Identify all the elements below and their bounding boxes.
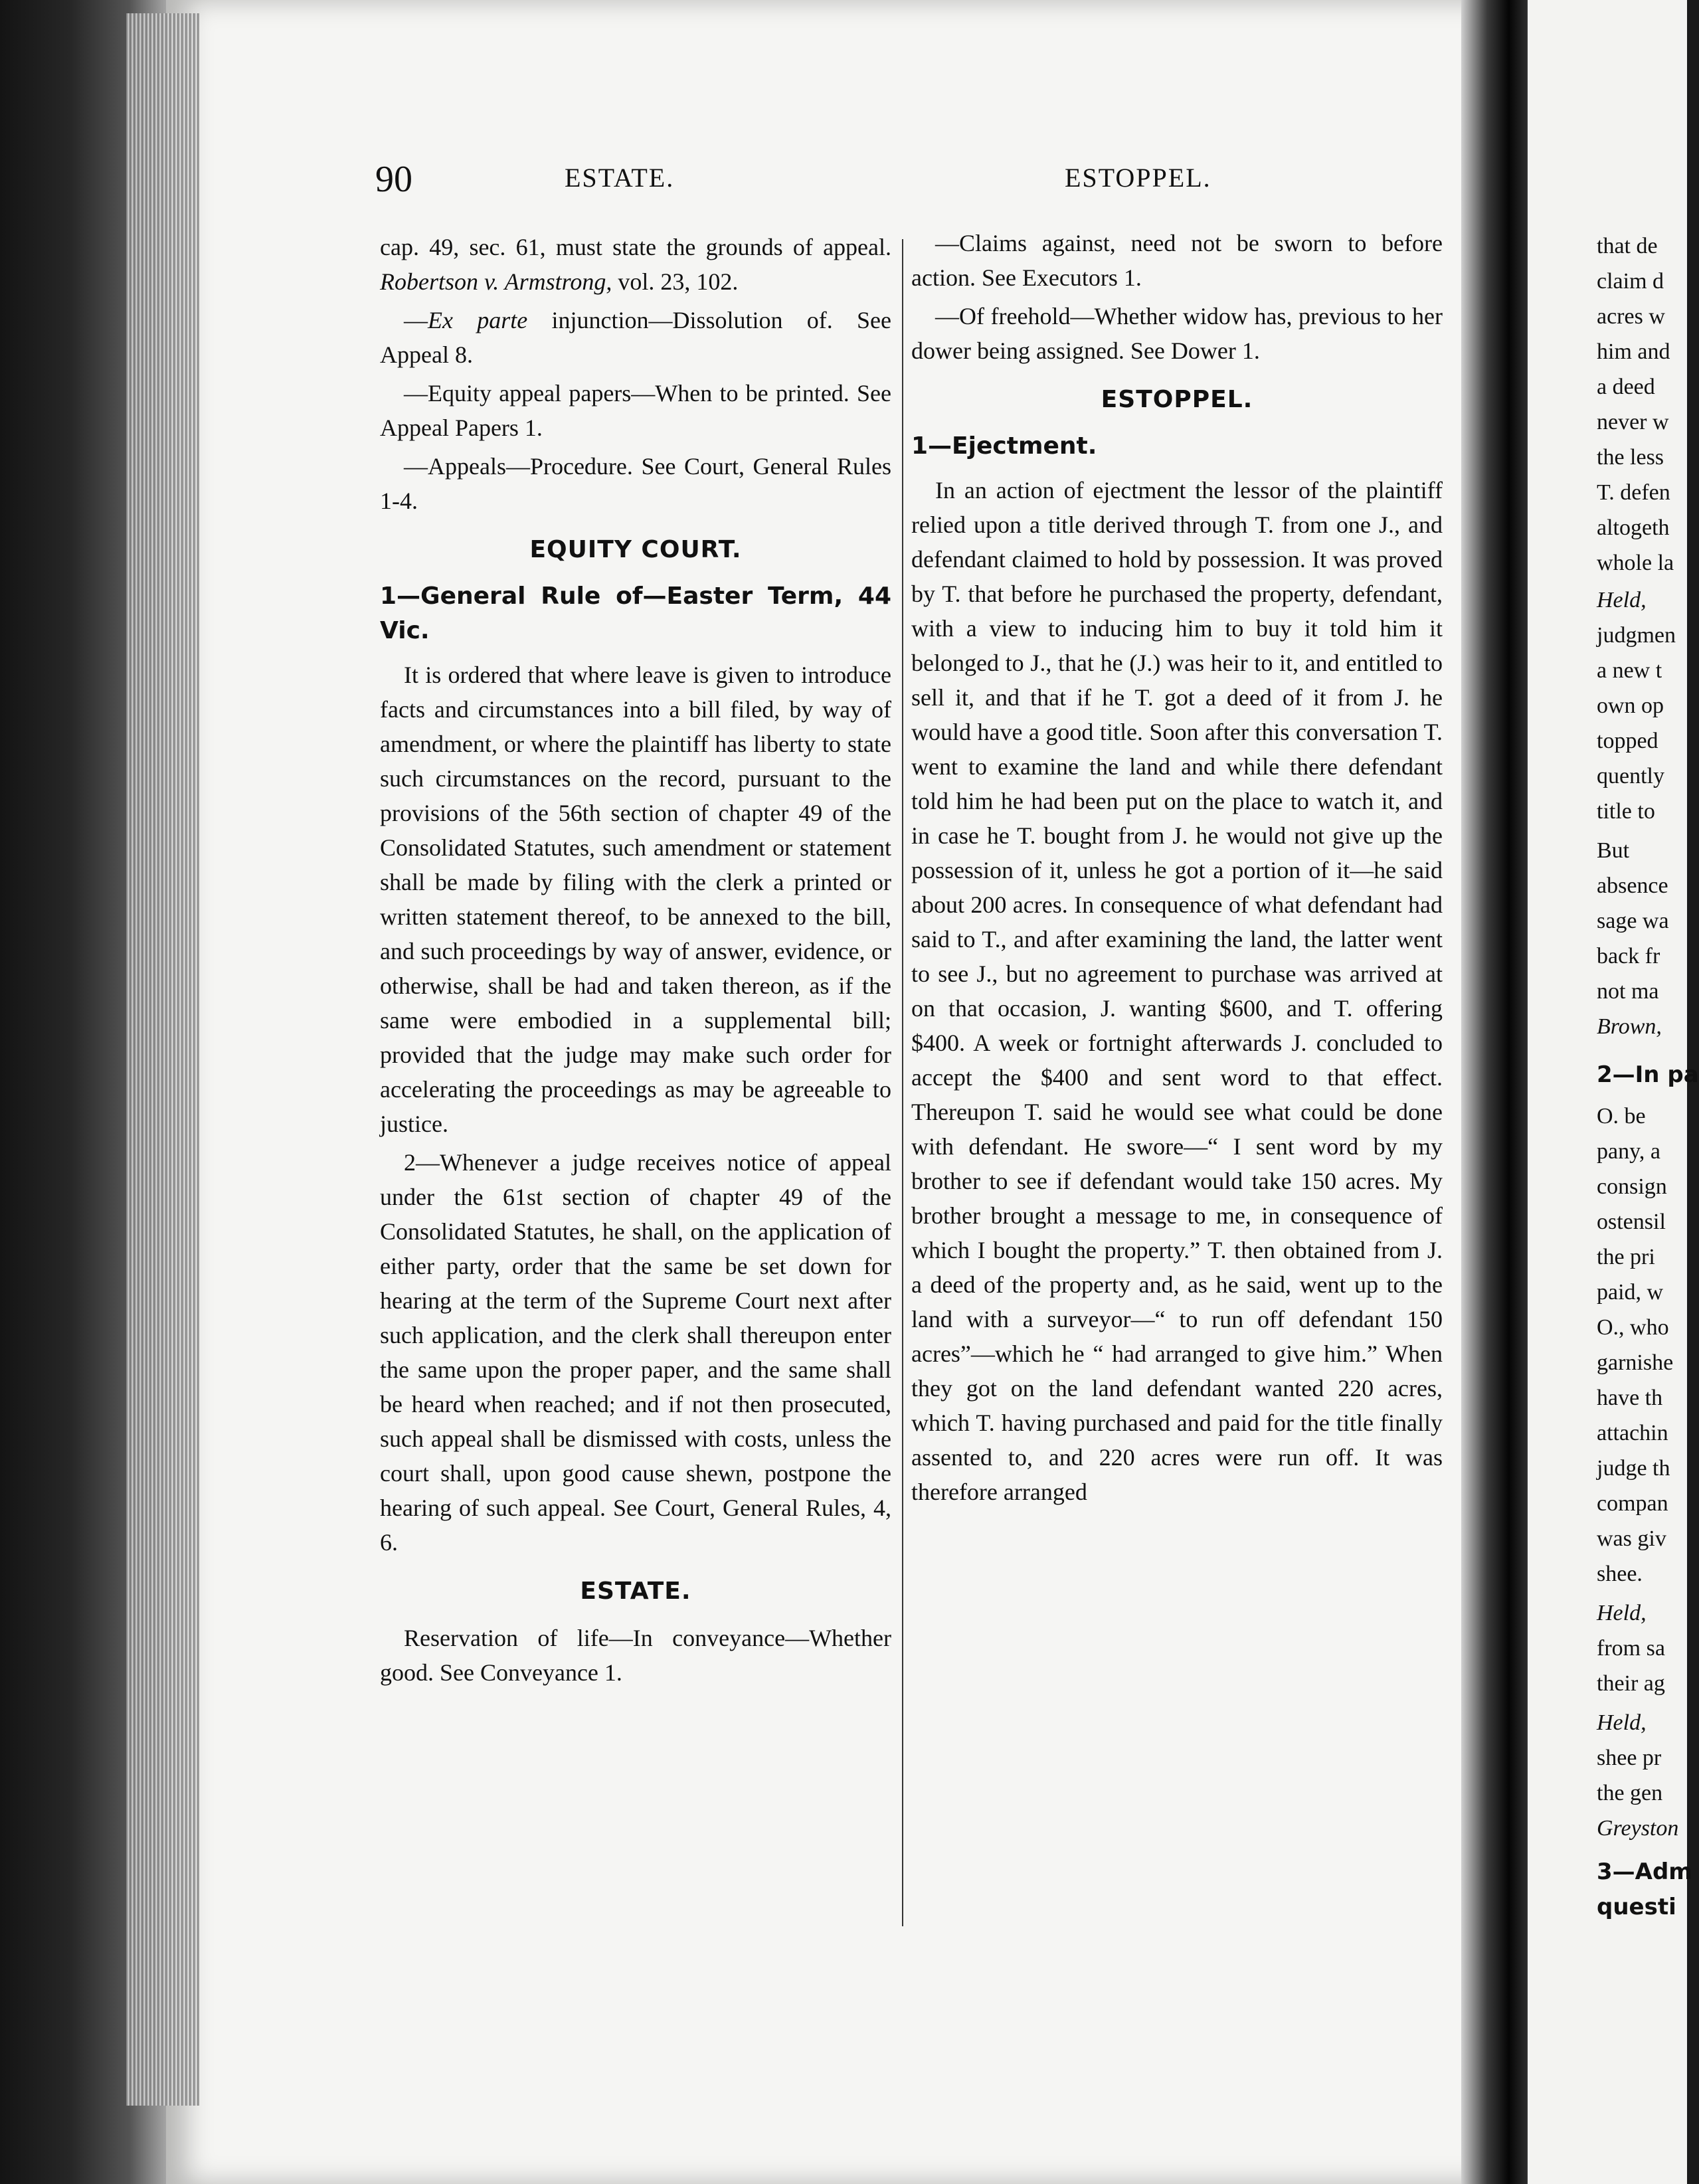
paragraph: In an action of ejectment the lessor of the plaintiff relied upon a title derived through T. from one J., and defendant claimed to hold by possession. It was proved by T. that before he purchased the property, defendant, with a view to inducing him to buy it told him it belonged to J., that he (J.) was heir to it, and entitled to sell it, and that if he T. got a deed of it from J. he would have a good title. Soon after this conversation T. went to examine the land and while there defendant told him he had been put on the place to watch it, and in case he T. bought from J. he would not give up the possession of it, unless he got a portion of it—he said about 200 acres. In consequence of what defendant had said to T., and after examining the land, the latter went to see J., but no agreement to purchase was arrived at on that occasion, J. wanting $600, and T. offering $400. A week or fortnight afterwards J. concluded to accept the $400 and sent word to that effect. Thereupon T. said he would see what could be done with defendant. He swore—“ I sent word by my brother to see if defendant would take 150 acres. My brother brought a message to me, in consequence of which I bought the property.” T. then obtained from J. a deed of the property and, as he said, went up to the land with a surveyor—“ to run off defendant 150 acres”—which he “ had arranged to give him.” When they got on the land defendant wanted 220 acres, which T. having purchased and paid for the title finally assented to, and 220 acres were run off. It was therefore arranged: [911, 477, 1443, 1505]
facing-page-line: questi: [1597, 1894, 1676, 1920]
facing-page-line: topped: [1597, 729, 1658, 753]
facing-page-line: whole la: [1597, 551, 1674, 575]
facing-page-line: was giv: [1597, 1526, 1666, 1551]
paragraph: Reservation of life—In conveyance—Whether good. See Conveyance 1.: [380, 1625, 891, 1686]
facing-page-line: O., who: [1597, 1315, 1669, 1340]
section-heading: ESTOPPEL.: [1101, 386, 1253, 413]
facing-page-line: back fr: [1597, 944, 1660, 968]
section-heading: EQUITY COURT.: [529, 536, 742, 563]
facing-page-line: the pri: [1597, 1245, 1655, 1269]
facing-page-line: have th: [1597, 1386, 1663, 1410]
facing-page-line: claim d: [1597, 269, 1664, 294]
facing-page-line: Held,: [1597, 588, 1647, 612]
page-number: 90: [375, 159, 412, 200]
facing-page-line: consign: [1597, 1174, 1667, 1199]
facing-page-line: pany, a: [1597, 1139, 1660, 1164]
text: vol. 23, 102.: [618, 268, 739, 295]
running-head-left: ESTATE.: [565, 163, 675, 193]
paragraph: —Equity appeal papers—When to be printed. See Appeal Papers 1.: [380, 380, 891, 441]
facing-page-line: a new t: [1597, 658, 1662, 683]
paragraph: —Ex parte injunction—Dissolution of. See Appeal 8.: [380, 307, 892, 368]
case-name: Robertson v. Armstrong,: [380, 268, 612, 295]
facing-page-line: that de: [1597, 234, 1658, 258]
facing-page-line: compan: [1597, 1491, 1668, 1516]
facing-page-line: Held,: [1597, 1601, 1647, 1625]
facing-page-line: shee.: [1597, 1562, 1643, 1586]
paragraph: 2—Whenever a judge receives notice of appeal under the 61st section of chapter 49 of the Consolidated Statutes, he shall, on the application of either party, order that the same be set down for hearing at the term of the Supreme Court next after such application, and the clerk shall thereupon enter the same upon the proper paper, and the same shall be heard when reached; and if not then prosecuted, such appeal shall be dismissed with costs, unless the court shall, upon good cause shewn, postpone the hearing of such appeal. See Court, General Rules, 4, 6.: [380, 1149, 891, 1556]
facing-page-line: not ma: [1597, 979, 1659, 1004]
facing-page-line: sage wa: [1597, 909, 1669, 933]
facing-page-line: T. defen: [1597, 480, 1670, 505]
left-column: [380, 230, 891, 1694]
facing-page-line: their ag: [1597, 1671, 1665, 1696]
subheading: 1—General Rule of—Easter Term, 44 Vic.: [380, 583, 891, 644]
facing-page-line: from sa: [1597, 1636, 1665, 1661]
facing-page-line: the gen: [1597, 1781, 1663, 1805]
facing-page-line: own op: [1597, 693, 1664, 718]
facing-page-line: him and: [1597, 339, 1670, 364]
page-stack: [126, 13, 199, 2106]
running-head-right: ESTOPPEL.: [1065, 163, 1211, 193]
facing-page-line: the less: [1597, 445, 1664, 470]
facing-page-line: altogeth: [1597, 515, 1670, 540]
facing-page-line: Greyston: [1597, 1816, 1679, 1841]
paragraph: [380, 230, 891, 299]
facing-page-line: never w: [1597, 410, 1669, 434]
paragraph: —Appeals—Procedure. See Court, General Rules 1-4.: [380, 453, 891, 514]
facing-page-line: O. be: [1597, 1104, 1646, 1129]
italic-term: Ex parte: [428, 307, 528, 333]
column-rule: [902, 239, 903, 1926]
facing-page-line: Held,: [1597, 1710, 1647, 1735]
paragraph: —Claims against, need not be sworn to before action. See Executors 1.: [911, 230, 1443, 291]
facing-page-line: paid, w: [1597, 1280, 1664, 1305]
facing-page-line: Brown,: [1597, 1014, 1662, 1039]
facing-page-line: absence: [1597, 873, 1668, 898]
facing-page-line: judge th: [1597, 1456, 1670, 1481]
facing-page-line: 2—In pa: [1597, 1061, 1699, 1088]
facing-page-line: But: [1597, 838, 1630, 863]
paragraph: —Of freehold—Whether widow has, previous to her dower being assigned. See Dower 1.: [911, 303, 1443, 364]
facing-page-line: attachin: [1597, 1421, 1668, 1445]
facing-page-line: ostensil: [1597, 1210, 1666, 1234]
text: cap. 49, sec. 61, must state the grounds of appeal.: [380, 234, 891, 260]
facing-page-line: a deed: [1597, 375, 1655, 399]
facing-page-line: acres w: [1597, 304, 1665, 329]
right-column: [911, 226, 1443, 1513]
facing-page-line: title to: [1597, 799, 1655, 824]
facing-page-line: shee pr: [1597, 1746, 1662, 1770]
facing-page-line: quently: [1597, 764, 1664, 788]
facing-page-line: judgmen: [1597, 623, 1676, 648]
section-heading: ESTATE.: [580, 1578, 691, 1605]
paragraph: It is ordered that where leave is given to introduce facts and circumstances into a bill filed, by way of amendment, or where the plaintiff has liberty to state such circumstances on the record, pursuant to the provisions of the 56th section of chapter 49 of the Consolidated Statutes, such amendment or statement shall be made by filing with the clerk a printed or written statement thereof, to be annexed to the bill, and such proceedings by way of answer, evidence, or otherwise, shall be had and taken thereon, as if the same were embodied in a supplemental bill; provided that the judge may make such order for accelerating the proceedings as may be agreeable to justice.: [380, 662, 891, 1137]
subheading: 1—Ejectment.: [911, 432, 1097, 460]
facing-page-line: garnishe: [1597, 1350, 1674, 1375]
text: injunction—Dissolution of. See Appeal 8.: [380, 307, 892, 368]
facing-page-line: 3—Adm: [1597, 1859, 1692, 1885]
